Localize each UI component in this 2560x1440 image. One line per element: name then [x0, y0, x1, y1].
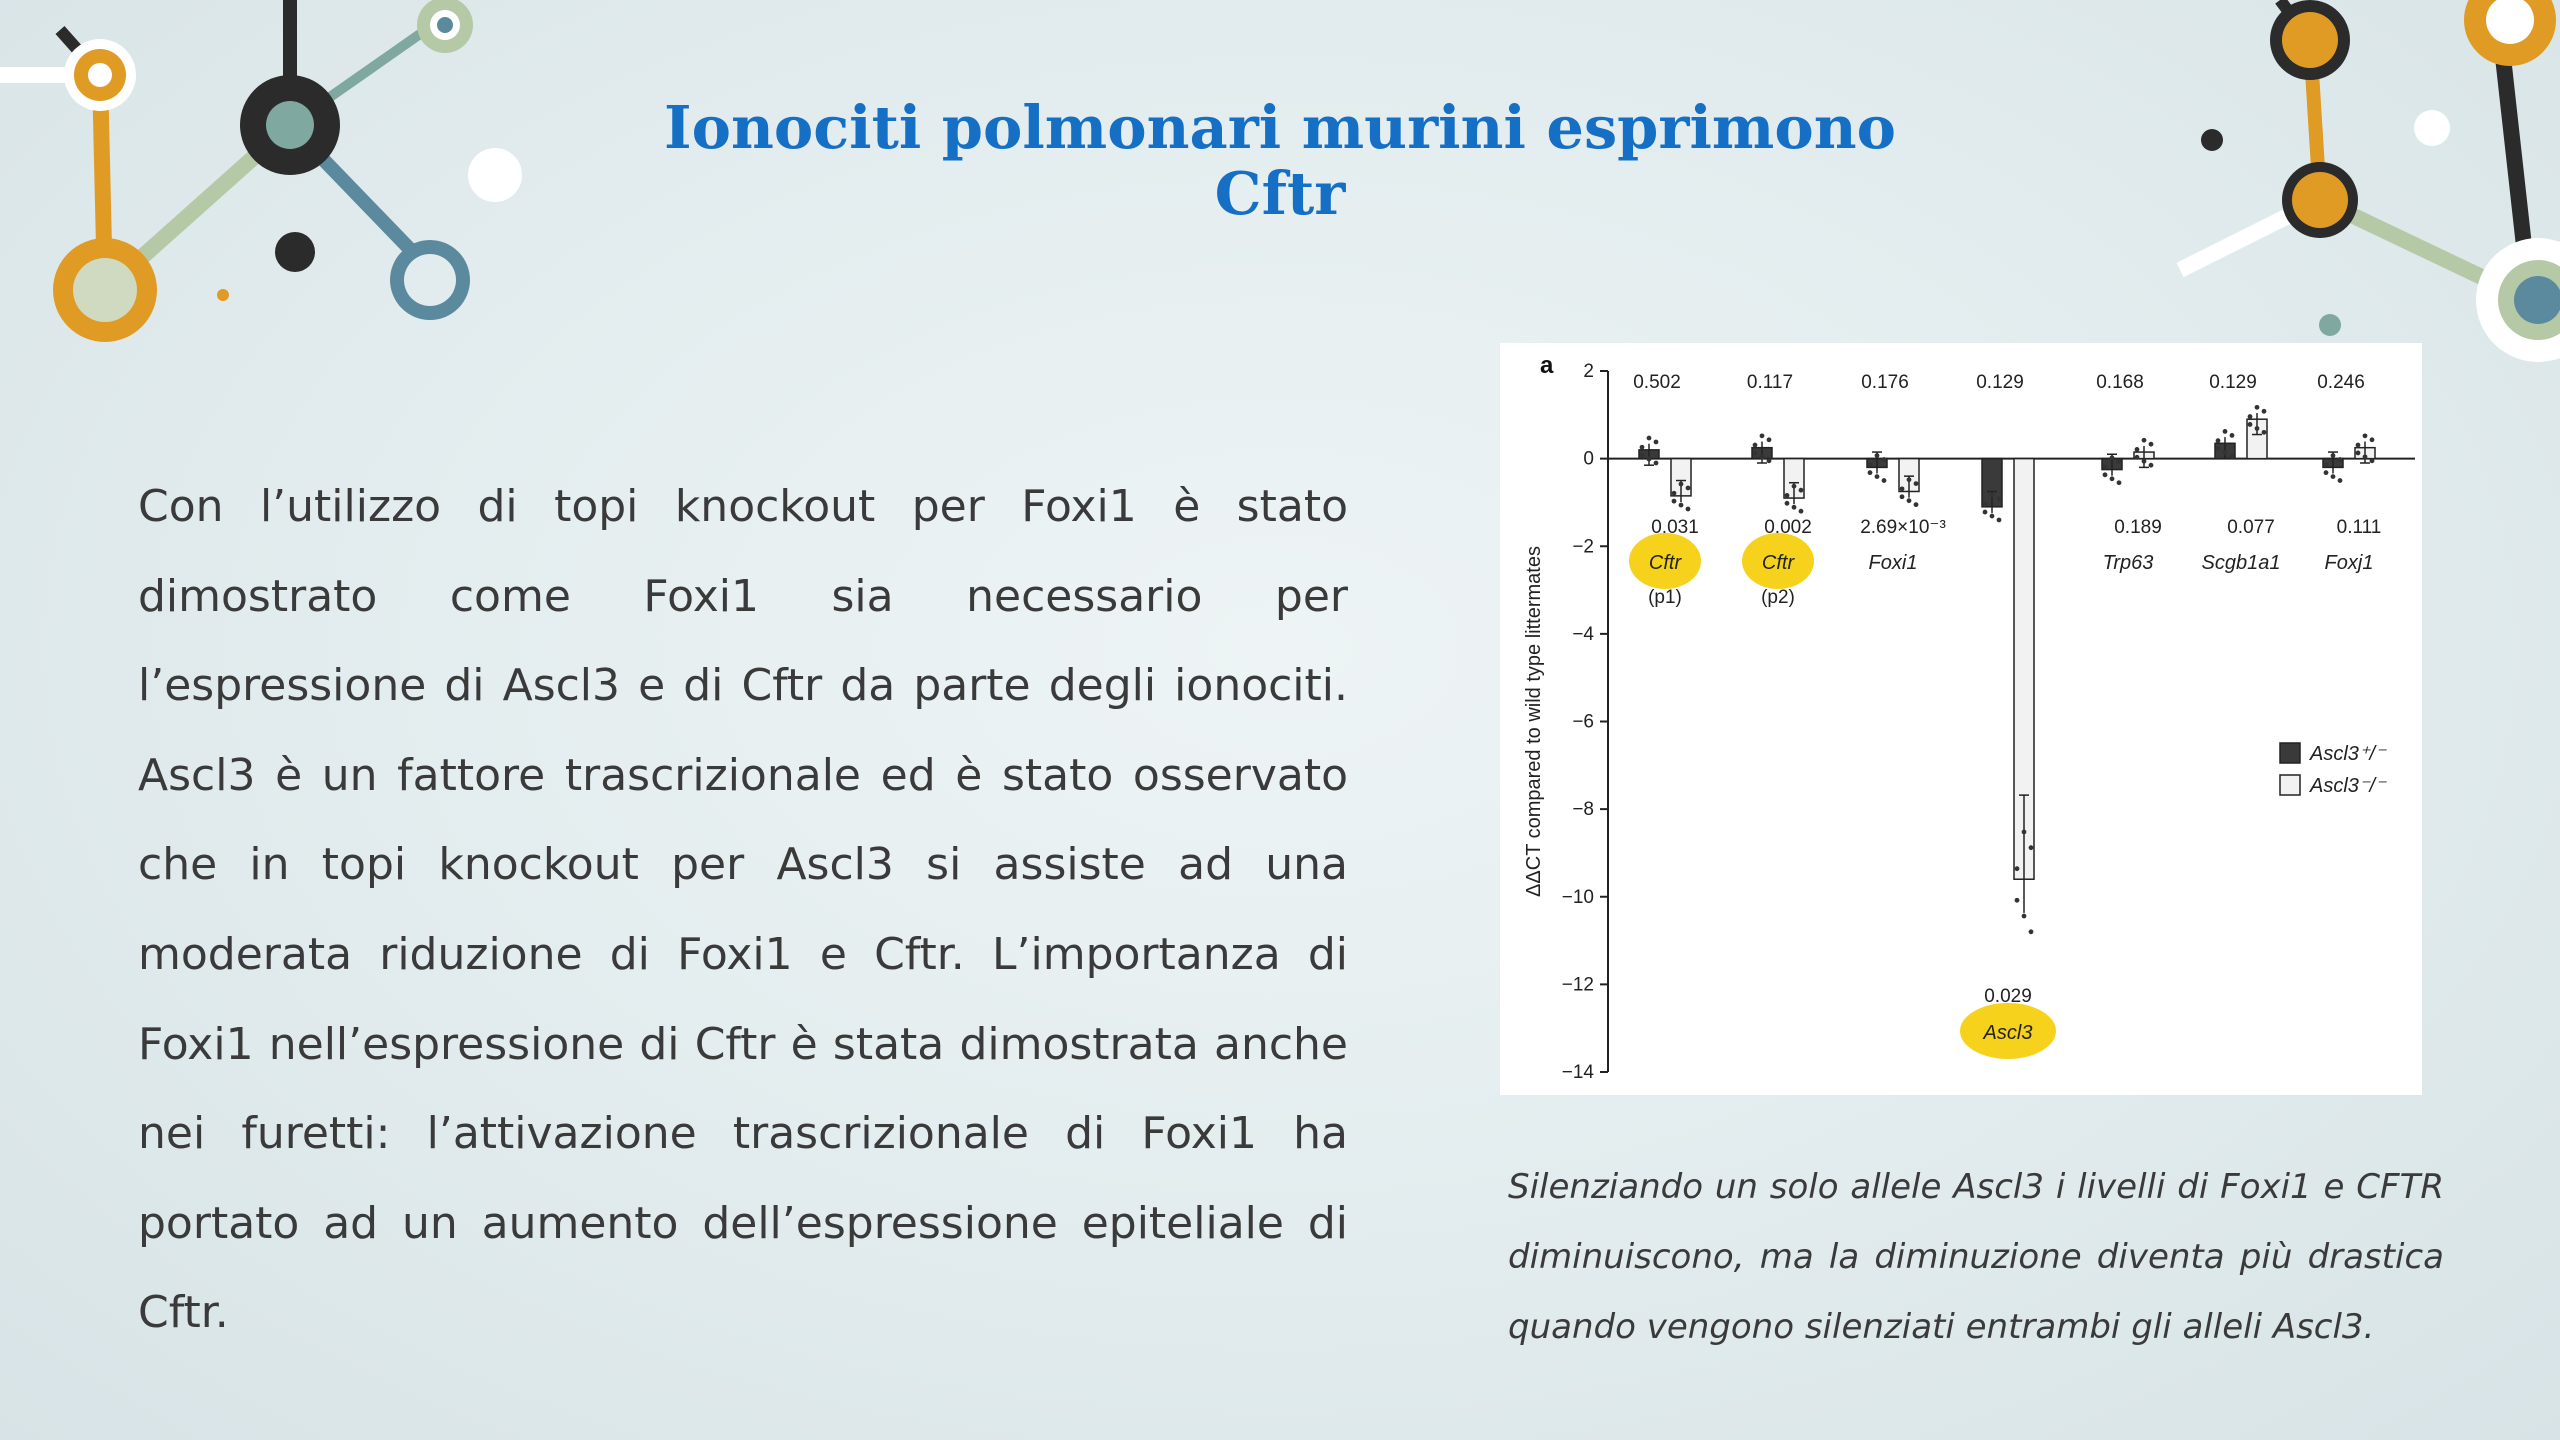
y-tick-label: −2 — [1572, 536, 1594, 558]
data-point — [1640, 453, 1645, 458]
data-point — [1753, 443, 1758, 448]
data-point — [1882, 478, 1887, 483]
data-point — [1760, 433, 1765, 438]
body-paragraph: Con l’utilizzo di topi knockout per Foxi1 è stato dimostrato come Foxi1 sia necessario per l’espressione di Ascl3 e di Cftr da parte degli ionociti. Ascl3 è un fattore trascrizionale ed è stato osservato che in topi knockout per Ascl3 si assiste ad una moderata riduzione di Foxi1 e Cftr. L’importanza di Foxi1 nell’espressione di Cftr è stata dimostrata anche nei furetti: l’attivazione trascrizionale di Foxi1 ha portato ad un aumento dell’espressione epiteliale di Cftr. — [138, 481, 1348, 1339]
figure-panel — [1500, 343, 2422, 1095]
data-point — [2135, 455, 2140, 460]
gene-label: Foxi1 — [1868, 552, 1918, 574]
data-point — [2142, 438, 2147, 443]
bar-chart — [1500, 343, 2422, 1095]
gene-label: Scgb1a1 — [2201, 552, 2281, 574]
data-point — [2110, 476, 2115, 481]
data-point — [1907, 477, 1912, 482]
data-point — [2331, 453, 2336, 458]
data-point — [1753, 451, 1758, 456]
data-point — [2338, 478, 2343, 483]
data-point — [1997, 518, 2002, 523]
data-point — [2248, 422, 2253, 427]
data-point — [1799, 509, 1804, 514]
data-point — [1654, 461, 1659, 466]
gene-label: Trp63 — [2102, 552, 2154, 574]
data-point — [2223, 450, 2228, 455]
slide-title-line-1: Ionociti polmonari murini esprimono — [664, 93, 1896, 162]
data-point — [2029, 929, 2034, 934]
data-point — [1679, 482, 1684, 487]
data-point — [2230, 433, 2235, 438]
data-point — [1640, 445, 1645, 450]
data-point — [1875, 474, 1880, 479]
data-point — [1914, 481, 1919, 486]
data-point — [2022, 830, 2027, 835]
p-value-ko: 0.002 — [1764, 517, 1812, 538]
data-point — [1882, 457, 1887, 462]
y-tick-label: 0 — [1583, 448, 1594, 470]
data-point — [2142, 459, 2147, 464]
gene-label: Cftr — [1761, 552, 1795, 574]
data-point — [2216, 446, 2221, 451]
data-point — [2363, 454, 2368, 459]
y-tick-label: −6 — [1572, 711, 1594, 733]
data-point — [1647, 436, 1652, 441]
data-point — [2103, 465, 2108, 470]
data-point — [1672, 499, 1677, 504]
slide-title — [0, 95, 2560, 227]
data-point — [2356, 443, 2361, 448]
data-point — [1875, 453, 1880, 458]
data-point — [1983, 502, 1988, 507]
p-value-ko: 0.111 — [2336, 517, 2382, 538]
data-point — [2103, 472, 2108, 477]
data-point — [2110, 455, 2115, 460]
p-value-het: 0.502 — [1633, 372, 1681, 393]
probe-label: (p2) — [1761, 587, 1795, 608]
data-point — [1686, 486, 1691, 491]
data-point — [2324, 470, 2329, 475]
p-value-het: 0.129 — [1976, 372, 2024, 393]
data-point — [2216, 438, 2221, 443]
data-point — [1686, 507, 1691, 512]
y-tick-label: −8 — [1572, 799, 1594, 821]
p-value-het: 0.129 — [2209, 372, 2257, 393]
panel-label: a — [1540, 352, 1554, 379]
y-tick-label: −12 — [1561, 974, 1594, 996]
p-value-ko: 0.031 — [1651, 517, 1699, 538]
data-point — [1647, 457, 1652, 462]
data-point — [2255, 405, 2260, 410]
data-point — [1792, 484, 1797, 489]
data-point — [2015, 898, 2020, 903]
data-point — [1997, 497, 2002, 502]
data-point — [1654, 440, 1659, 445]
data-point — [2117, 459, 2122, 464]
data-point — [2135, 447, 2140, 452]
p-value-het: 0.168 — [2096, 372, 2144, 393]
legend-swatch-het — [2280, 743, 2300, 763]
data-point — [1792, 505, 1797, 510]
probe-label: (p1) — [1648, 587, 1682, 608]
p-value-ko: 0.189 — [2114, 517, 2162, 538]
y-axis-label: ΔΔCT compared to wild type littermates — [1523, 546, 1545, 897]
data-point — [2338, 457, 2343, 462]
data-point — [1990, 493, 1995, 498]
figure-caption: Silenziando un solo allele Ascl3 i livelli di Foxi1 e CFTR diminuiscono, ma la diminuzione diventa più drastica quando vengono silenziati entrambi gli alleli Ascl3. — [1508, 1167, 2444, 1347]
p-value-het: 0.246 — [2317, 372, 2365, 393]
data-point — [1785, 501, 1790, 506]
gene-label: Foxj1 — [2324, 552, 2374, 574]
data-point — [1990, 514, 1995, 519]
p-value-het: 0.176 — [1861, 372, 1909, 393]
data-point — [2117, 480, 2122, 485]
gene-label: Ascl3 — [1983, 1022, 2033, 1044]
p-value-ko: 2.69×10⁻³ — [1860, 517, 1946, 538]
data-point — [2370, 437, 2375, 442]
data-point — [1767, 458, 1772, 463]
data-point — [2255, 426, 2260, 431]
data-point — [2370, 458, 2375, 463]
data-point — [2029, 845, 2034, 850]
data-point — [2248, 414, 2253, 419]
data-point — [1907, 498, 1912, 503]
gene-label: Cftr — [1648, 552, 1682, 574]
p-value-het: 0.117 — [1746, 372, 1794, 393]
data-point — [2331, 474, 2336, 479]
data-point — [2262, 430, 2267, 435]
y-tick-label: −14 — [1561, 1062, 1594, 1083]
data-point — [2356, 451, 2361, 456]
y-tick-label: −10 — [1561, 886, 1594, 908]
data-point — [2015, 866, 2020, 871]
data-point — [2149, 442, 2154, 447]
p-value-ko: 0.077 — [2227, 517, 2275, 538]
y-tick-label: −4 — [1572, 623, 1594, 645]
data-point — [2230, 454, 2235, 459]
data-point — [2262, 409, 2267, 414]
legend-swatch-ko — [2280, 775, 2300, 795]
data-point — [1672, 491, 1677, 496]
data-point — [2223, 429, 2228, 434]
data-point — [1983, 510, 1988, 515]
data-point — [1799, 488, 1804, 493]
data-point — [1760, 454, 1765, 459]
slide-title-line-2: Cftr — [1214, 159, 1346, 228]
data-point — [1785, 493, 1790, 498]
data-point — [1900, 486, 1905, 491]
data-point — [2324, 462, 2329, 467]
legend-label-het: Ascl3⁺/⁻ — [2310, 743, 2386, 765]
data-point — [1679, 503, 1684, 508]
p-value-ko: 0.029 — [1984, 986, 2032, 1007]
y-tick-label: 2 — [1583, 361, 1594, 382]
data-point — [1767, 437, 1772, 442]
data-point — [1868, 470, 1873, 475]
data-point — [2363, 433, 2368, 438]
data-point — [1868, 462, 1873, 467]
data-point — [1914, 502, 1919, 507]
data-point — [2022, 914, 2027, 919]
legend-label-ko: Ascl3⁻/⁻ — [2310, 775, 2386, 797]
data-point — [1900, 494, 1905, 499]
data-point — [2149, 463, 2154, 468]
